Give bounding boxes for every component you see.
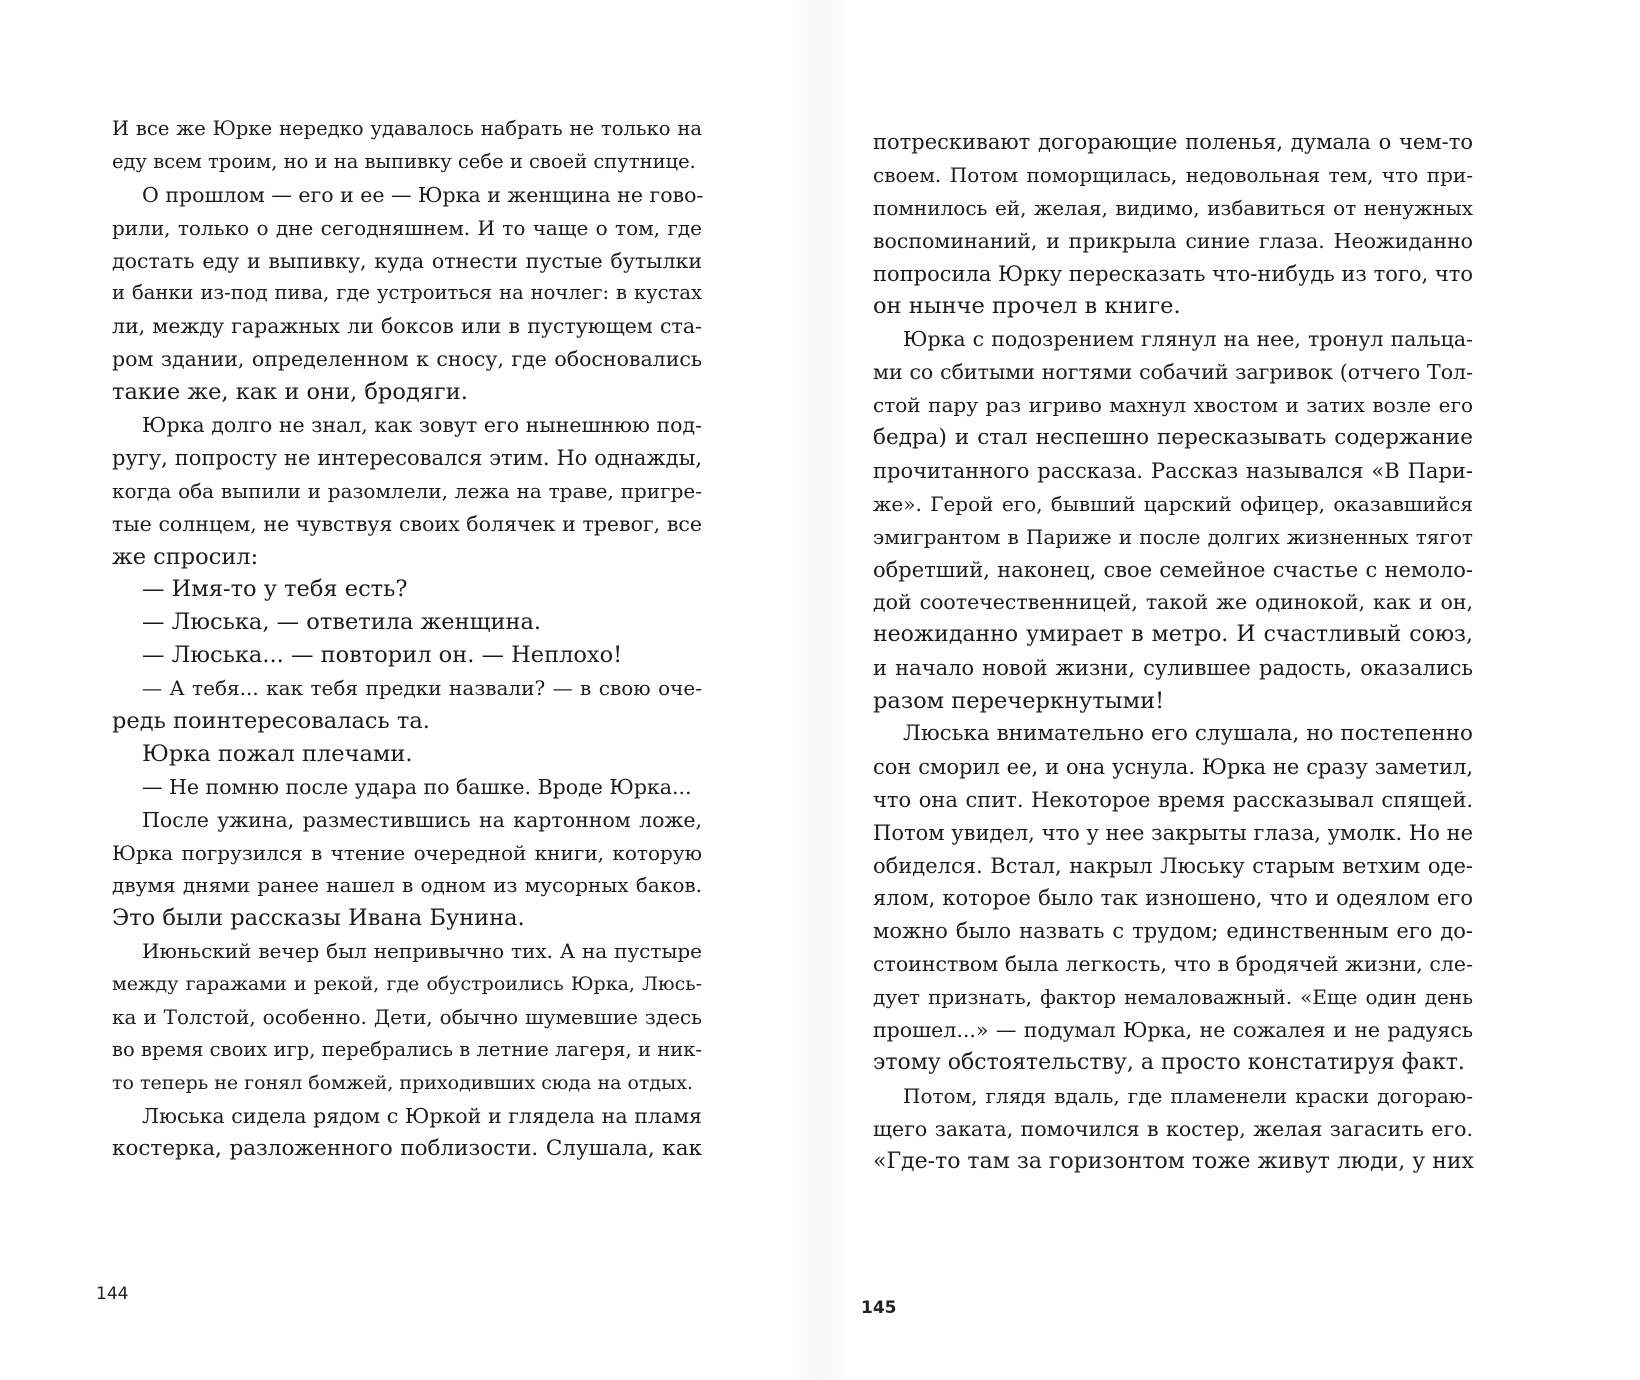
- text-line: неожиданно умирает в метро. И счастливый союз,: [873, 622, 1473, 648]
- text-line: обиделся. Встал, накрыл Люську старым ветхим оде-: [873, 853, 1473, 878]
- text-line: можно было назвать с трудом; единственным его до-: [873, 919, 1473, 944]
- text-line: — Имя-то у тебя есть?: [142, 576, 408, 603]
- right-page-number: 145: [861, 1298, 897, 1318]
- text-line: И все же Юрке нередко удавалось набрать не только на: [112, 117, 702, 140]
- text-line: же». Герой его, бывший царский офицер, оказавшийся: [873, 491, 1473, 516]
- text-line: между гаражами и рекой, где обустроились Юрка, Люсь-: [112, 973, 702, 996]
- text-line: своем. Потом поморщилась, недовольная тем, что при-: [873, 162, 1473, 187]
- text-line: Юрка с подозрением глянул на нее, тронул пальца-: [903, 327, 1473, 352]
- text-line: попросила Юрку пересказать что-нибудь из того, что: [873, 261, 1473, 286]
- text-line: тые солнцем, не чувствуя своих болячек и тревог, все: [112, 511, 702, 536]
- text-line: же спросил:: [112, 543, 259, 570]
- text-line: этому обстоятельству, а просто констатируя факт.: [873, 1049, 1465, 1075]
- text-line: щего заката, помочился в костер, желая загасить его.: [873, 1116, 1473, 1141]
- text-line: дует признать, фактор немаловажный. «Еще один день: [873, 985, 1473, 1010]
- text-line: потрескивают догорающие поленья, думала о чем-то: [873, 130, 1473, 154]
- text-line: Июньский вечер был непривычно тих. А на пустыре: [142, 939, 702, 964]
- text-line: ка и Толстой, особенно. Дети, обычно шумевшие здесь: [112, 1005, 702, 1030]
- text-line: О прошлом — его и ее — Юрка и женщина не гово-: [142, 182, 704, 207]
- text-line: стоинством была легкость, что в бродячей жизни, сле-: [873, 952, 1473, 977]
- right-page-text: [873, 126, 1473, 1179]
- text-line: эмигрантом в Париже и после долгих жизненных тягот: [873, 524, 1473, 549]
- text-line: ли, между гаражных ли боксов или в пустующем ста-: [112, 314, 702, 339]
- left-page-text: [112, 113, 702, 1166]
- text-line: — Люська, — ответила женщина.: [142, 609, 542, 636]
- text-line: обретший, наконец, свое семейное счастье с немоло-: [873, 557, 1473, 582]
- text-line: он нынче прочел в книге.: [873, 293, 1181, 320]
- text-line: ми со сбитыми ногтями собачий загривок (отчего Тол-: [873, 360, 1473, 385]
- text-line: редь поинтересовалась та.: [112, 708, 430, 735]
- text-line: рили, только о дне сегодняшнем. И то чаще о том, где: [112, 215, 702, 240]
- text-line: Люська сидела рядом с Юркой и глядела на пламя: [142, 1103, 702, 1128]
- text-line: — Люська... — повторил он. — Неплохо!: [142, 642, 623, 669]
- text-line: когда оба выпили и разомлели, лежа на траве, пригре-: [112, 478, 702, 503]
- text-line: стой пару раз игриво махнул хвостом и затих возле его: [873, 393, 1473, 418]
- text-line: — Не помню после удара по башке. Вроде Юрка...: [142, 774, 692, 799]
- text-line: Юрка долго не знал, как зовут его нынешнюю под-: [142, 413, 702, 438]
- text-line: Юрка пожал плечами.: [142, 740, 413, 767]
- text-line: достать еду и выпивку, куда отнести пустые бутылки: [112, 248, 702, 273]
- text-line: «Где-то там за горизонтом тоже живут люди, у них: [873, 1148, 1474, 1174]
- text-line: ругу, попросту не интересовался этим. Но однажды,: [112, 445, 702, 470]
- text-line: Потом увидел, что у нее закрыты глаза, умолк. Но не: [873, 820, 1473, 845]
- text-line: такие же, как и они, бродяги.: [112, 379, 468, 406]
- text-line: то теперь не гонял бомжей, приходивших сюда на отдых.: [112, 1071, 694, 1094]
- text-line: Юрка погрузился в чтение очередной книги, которую: [112, 840, 702, 865]
- text-line: и банки из-под пива, где устроиться на ночлег: в кустах: [112, 281, 702, 305]
- text-line: ром здании, определенном к сносу, где обосновались: [112, 347, 702, 372]
- text-line: еду всем троим, но и на выпивку себе и своей спутнице.: [112, 149, 696, 173]
- text-line: дой соотечественницей, такой же одинокой, как и он,: [873, 590, 1473, 615]
- text-line: сон сморил ее, и она уснула. Юрка не сразу заметил,: [873, 754, 1473, 779]
- text-line: — А тебя... как тебя предки назвали? — в свою оче-: [142, 676, 702, 701]
- left-page-number: 144: [96, 1284, 129, 1304]
- text-line: прочитанного рассказа. Рассказ назывался «В Пари-: [873, 458, 1473, 483]
- text-line: двумя днями ранее нашел в одном из мусорных баков.: [112, 873, 702, 898]
- text-line: воспоминаний, и прикрыла синие глаза. Неожиданно: [873, 228, 1473, 253]
- text-line: разом перечеркнутыми!: [873, 688, 1165, 715]
- text-line: во время своих игр, перебрались в летние лагеря, и ник-: [112, 1037, 702, 1061]
- text-line: прошел...» — подумал Юрка, не сожалея и не радуясь: [873, 1018, 1473, 1043]
- text-line: ялом, которое было так изношено, что и одеялом его: [873, 886, 1473, 911]
- text-line: бедра) и стал неспешно пересказывать содержание: [873, 425, 1473, 451]
- text-line: костерка, разложенного поблизости. Слушала, как: [112, 1135, 702, 1161]
- text-line: Потом, глядя вдаль, где пламенели краски догораю-: [903, 1083, 1473, 1108]
- text-line: помнилось ей, желая, видимо, избавиться от ненужных: [873, 195, 1473, 220]
- text-line: Люська внимательно его слушала, но постепенно: [903, 721, 1473, 747]
- text-line: Это были рассказы Ивана Бунина.: [112, 905, 525, 932]
- text-line: что она спит. Некоторое время рассказывал спящей.: [873, 787, 1473, 812]
- text-line: и начало новой жизни, сулившее радость, оказались: [873, 656, 1473, 681]
- text-line: После ужина, разместившись на картонном ложе,: [142, 807, 702, 832]
